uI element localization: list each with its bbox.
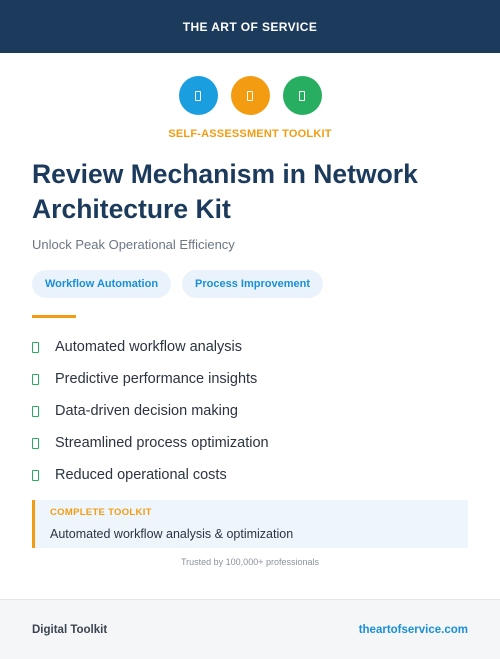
tag-process-improvement: Process Improvement [182, 270, 323, 298]
page-title: Review Mechanism in Network Architecture Kit [32, 159, 418, 224]
check-icon [32, 406, 39, 417]
trust-note: Trusted by 100,000+ professionals [180, 557, 319, 567]
tag-workflow-automation: Workflow Automation [32, 270, 171, 298]
brand-name: THE ART OF SERVICE [182, 19, 318, 34]
check-icon [32, 374, 39, 385]
feature-text: Data-driven decision making [55, 403, 238, 419]
website-link[interactable]: theartofservice.com [358, 623, 468, 636]
feature-item [32, 395, 269, 427]
footer [0, 599, 500, 659]
callout-body: Automated workflow analysis & optimization [50, 527, 294, 541]
subtitle: Unlock Peak Operational Efficiency [32, 237, 235, 252]
tag-list [32, 270, 323, 298]
feature-text: Predictive performance insights [55, 371, 258, 387]
eyebrow-label: SELF-ASSESSMENT TOOLKIT [168, 128, 332, 140]
top-banner [0, 0, 500, 53]
toolkit-callout [32, 500, 468, 548]
feature-item [32, 363, 269, 395]
green-icon [283, 76, 322, 115]
check-icon [32, 438, 39, 449]
callout-heading: COMPLETE TOOLKIT [50, 507, 152, 518]
blue-icon [179, 76, 218, 115]
orange-icon [231, 76, 270, 115]
feature-text: Reduced operational costs [55, 467, 227, 483]
feature-text: Automated workflow analysis [55, 339, 242, 355]
feature-item [32, 459, 269, 491]
feature-item [32, 427, 269, 459]
footer-label: Digital Toolkit [32, 623, 108, 636]
check-icon [32, 342, 39, 353]
feature-list [32, 331, 269, 491]
icon-row [0, 76, 500, 115]
accent-divider [32, 315, 76, 318]
check-icon [32, 470, 39, 481]
feature-item [32, 331, 269, 363]
feature-text: Streamlined process optimization [55, 435, 269, 451]
